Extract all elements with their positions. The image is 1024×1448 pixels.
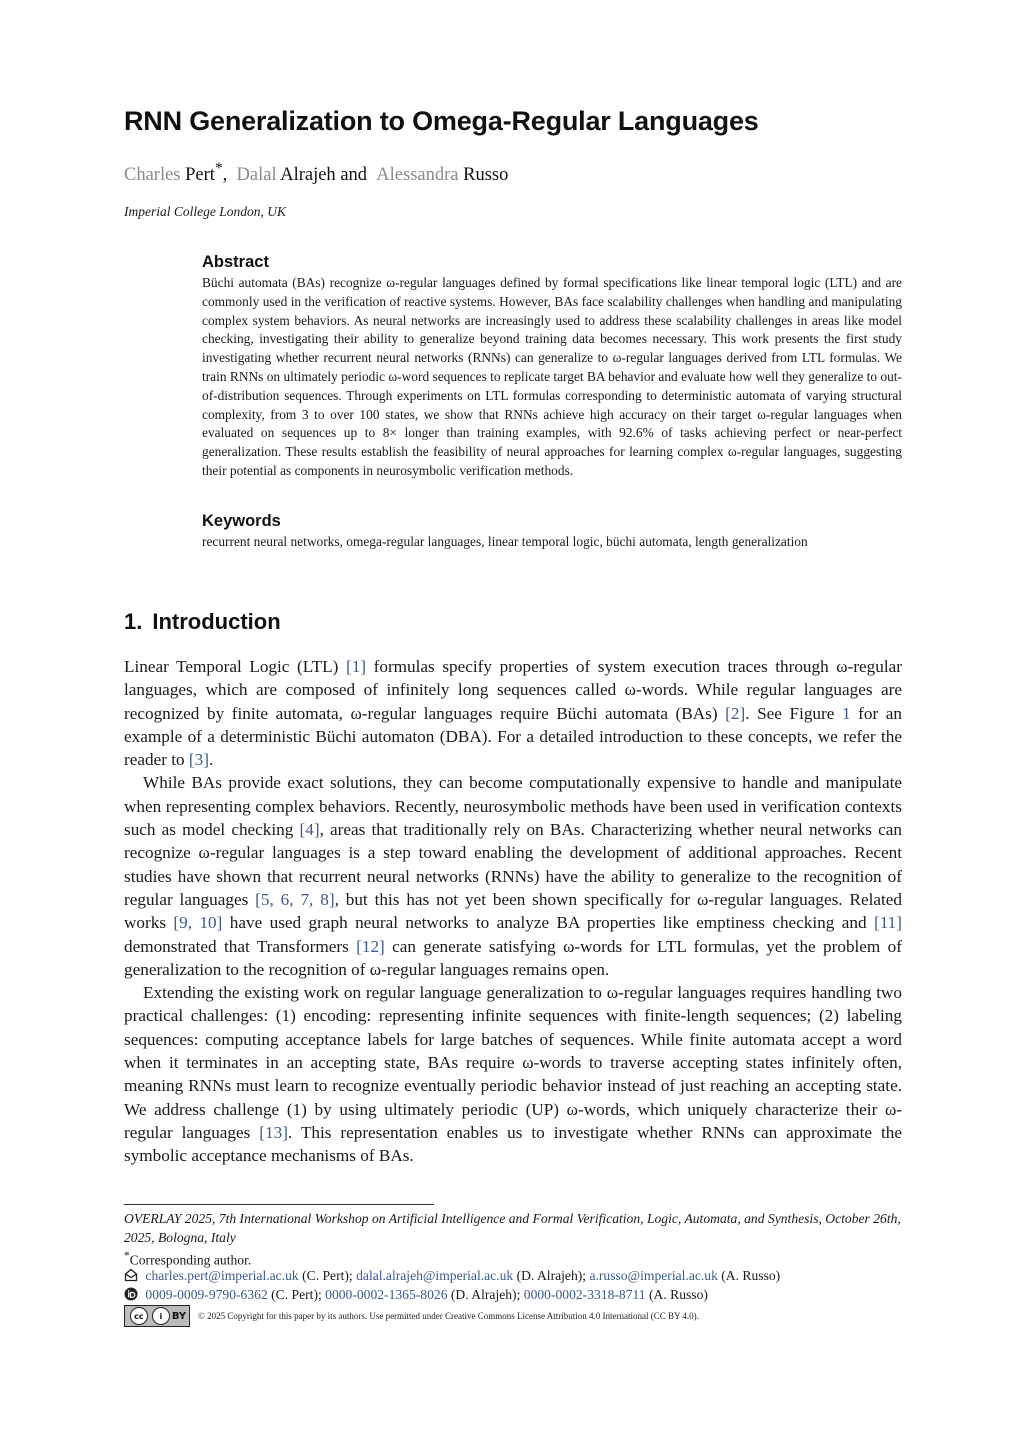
citation-link[interactable]: 1 (841, 703, 851, 723)
orcid-link[interactable]: 0000-0002-1365-8026 (325, 1287, 448, 1302)
author-2: Dalal Alrajeh (236, 165, 336, 186)
abstract-section (202, 253, 902, 481)
paragraph-text: can generate satisfying ω-words for LTL formulas, yet the problem of generalization to the recognition of ω-regular languages remains open. (124, 936, 902, 979)
keywords-text: recurrent neural networks, omega-regular languages, linear temporal logic, büchi automata, length generalization (202, 534, 808, 549)
section-heading: 1. Introduction (124, 609, 281, 634)
cc-by-license-icon: cc i BY (124, 1305, 190, 1327)
citation-link[interactable]: [11] (874, 913, 902, 933)
email-link[interactable]: dalal.alrajeh@imperial.ac.uk (356, 1268, 514, 1283)
author-and: and (340, 165, 368, 186)
citation-link[interactable]: [2] (725, 703, 746, 723)
citation-link[interactable]: [4] (299, 820, 320, 840)
paragraph-text: have used graph neural networks to analyze BA properties like emptiness checking and (222, 913, 874, 933)
footnote-corresponding: *Corresponding author. (124, 1250, 252, 1268)
keywords-section (202, 512, 902, 552)
citation-link[interactable]: [9, 10] (173, 913, 223, 933)
abstract-text: Büchi automata (BAs) recognize ω-regular languages defined by formal specifications like linear temporal logic (LTL) and are commonly used in the verification of reactive systems. However, BAs face scalability challenges when handling and manipulating complex system behaviors. As neural networks are increasingly used to address these scalability challenges in areas like model checking, investigating their ability to generalize beyond training data becomes necessary. This work presents the first study investigating whether recurrent neural networks (RNNs) can generalize to ω-regular languages derived from LTL formulas. We train RNNs on ultimately periodic ω-word sequences to replicate target BA behavior and evaluate how well they generalize to out-of-distribution sequences. Through experiments on LTL formulas corresponding to deterministic automata of varying structural complexity, from 3 to over 100 states, we show that RNNs achieve high accuracy on their target ω-regular languages when evaluated on sequences up to 8× longer than training examples, with 92.6% of tasks achieving perfect or near-perfect generalization. These results establish the feasibility of neural approaches for learning complex ω-regular languages, suggesting their potential as components in neurosymbolic verification methods. (202, 275, 902, 478)
orcid-link[interactable]: 0009-0009-9790-6362 (145, 1287, 268, 1302)
license-text: © 2025 Copyright for this paper by its authors. Use permitted under Creative Commons License Attribution 4.0 International (CC BY 4.0). (198, 1310, 699, 1321)
paragraph-text: Linear Temporal Logic (LTL) (124, 657, 346, 676)
body-paragraph (124, 655, 902, 771)
orcid-icon (124, 1287, 138, 1301)
body-paragraph (124, 771, 902, 981)
body-text (124, 655, 902, 1168)
citation-link[interactable]: [5, 6, 7, 8] (255, 889, 335, 909)
citation-link[interactable]: [3] (188, 750, 209, 770)
affiliation: Imperial College London, UK (124, 204, 286, 219)
paragraph-text: formulas specify properties of system execution traces through ω-regular languages, which are composed of infinitely long sequences called ω-words. While regular languages are recognized by finite automata, ω-regular languages require Büchi automata (BAs) (124, 657, 902, 723)
paragraph-text: Extending the existing work on regular language generalization to ω-regular languages requires handling two practical challenges: (1) encoding: representing infinite sequences with finite-length sequences; (2) labeling sequences: computing acceptance labels for large batches of sequences. While finite automata accept a word when it terminates in an accepting state, BAs require ω-words to traverse accepting states infinitely often, meaning RNNs must learn to recognize eventually periodic behavior instead of just reaching an accepting state. We address challenge (1) by using ultimately periodic (UP) ω-words, which uniquely characterize their ω-regular languages (124, 983, 902, 1142)
footnote-orcids: 0009-0009-9790-6362 (C. Pert); 0000-0002-1365-8026 (D. Alrajeh); 0000-0002-3318-8711 (A. Russo) (124, 1285, 914, 1304)
paragraph-text: , but this has not yet been shown specifically for ω-regular languages. Related works (124, 889, 902, 933)
orcid-link[interactable]: 0000-0002-3318-8711 (523, 1287, 646, 1302)
email-link[interactable]: a.russo@imperial.ac.uk (589, 1268, 718, 1283)
author-1: Charles Pert*, (124, 160, 228, 186)
paragraph-text: While BAs provide exact solutions, they can become computationally expensive to handle and manipulate when representing complex behaviors. Recently, neurosymbolic methods have been used in verification contexts such as model checking (124, 773, 902, 840)
keywords-heading: Keywords (202, 512, 281, 530)
email-icon (124, 1268, 138, 1282)
footnote-emails: charles.pert@imperial.ac.uk (C. Pert); dalal.alrajeh@imperial.ac.uk (D. Alrajeh); a.russo@imperial.ac.uk (A. Russo) (124, 1266, 914, 1285)
paragraph-text: , areas that traditionally rely on BAs. Characterizing whether neural networks can recognize ω-regular languages is a step toward enabling the development of additional approaches. Recent studies have shown that recurrent neural networks (RNNs) have the ability to generalize to the recognition of regular languages (124, 820, 902, 909)
email-link[interactable]: charles.pert@imperial.ac.uk (145, 1268, 299, 1283)
paragraph-text: . (208, 750, 214, 770)
footnote-venue: OVERLAY 2025, 7th International Workshop on Artificial Intelligence and Formal Verification, Logic, Automata, and Synthesis, October 26th, 2025, Bologna, Italy (124, 1211, 901, 1245)
paragraph-text: demonstrated that Transformers (124, 936, 357, 956)
paragraph-text: for an example of a deterministic Büchi automaton (DBA). For a detailed introduction to these concepts, we refer the reader to (124, 703, 902, 770)
paragraph-text: . See Figure (745, 703, 842, 723)
footnote-license (124, 1305, 914, 1327)
author-3: Alessandra Russo (376, 165, 509, 186)
paragraph-text: . This representation enables us to investigate whether RNNs can approximate the symbolic acceptance mechanisms of BAs. (124, 1122, 902, 1166)
citation-link[interactable]: [13] (259, 1122, 288, 1142)
footnote-rule (124, 1204, 434, 1205)
citation-link[interactable]: [1] (346, 657, 367, 676)
body-paragraph (124, 981, 902, 1167)
paper-title: RNN Generalization to Omega-Regular Languages (124, 106, 759, 136)
abstract-heading: Abstract (202, 253, 269, 271)
citation-link[interactable]: [12] (356, 936, 385, 956)
author-list (124, 160, 508, 186)
